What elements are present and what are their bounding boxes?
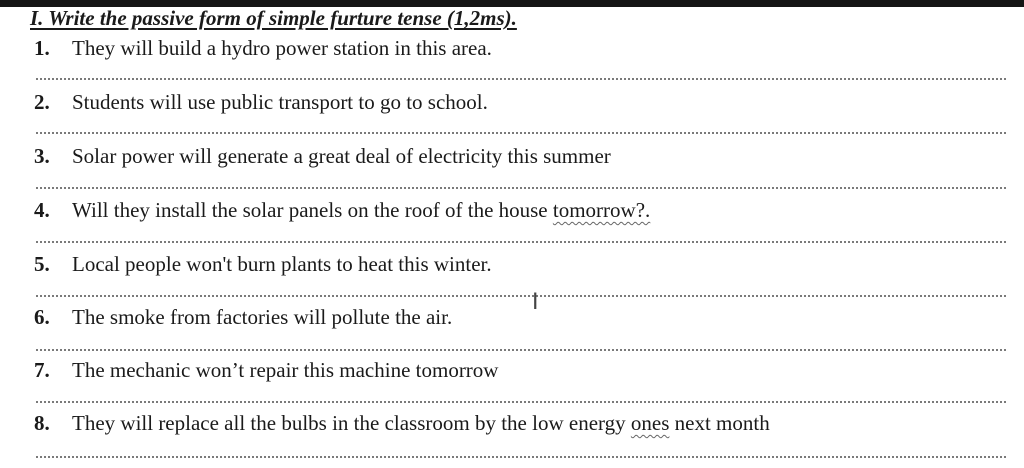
answer-line-7[interactable] [36,401,1006,403]
text-cursor-icon: I [532,290,539,315]
question-number: 1. [34,36,50,60]
question-2 [34,90,488,115]
question-text: Solar power will generate a great deal of electricity this summer [72,144,611,168]
question-number: 8. [34,411,50,435]
question-text-flagged: tomorrow?. [552,198,651,222]
question-number: 6. [34,305,50,329]
answer-line-8[interactable] [36,456,1006,458]
question-number: 4. [34,198,50,222]
answer-line-2[interactable] [36,132,1006,134]
question-7 [34,358,498,383]
question-3 [34,144,611,169]
question-6 [34,305,452,330]
exercise-title: I. Write the passive form of simple furture tense (1,2ms). [30,6,517,30]
answer-line-4[interactable] [36,241,1006,243]
question-text: Students will use public transport to go to school. [72,90,488,114]
question-text: They will replace all the bulbs in the classroom by the low energy [72,411,631,435]
answer-line-6[interactable] [36,349,1006,351]
question-number: 3. [34,144,50,168]
question-4 [34,198,650,223]
question-text: next month [669,411,770,435]
question-text: Local people won't burn plants to heat this winter. [72,252,492,276]
question-number: 5. [34,252,50,276]
question-5 [34,252,492,277]
question-number: 2. [34,90,50,114]
answer-line-5[interactable] [36,295,1006,297]
question-text: The mechanic won’t repair this machine tomorrow [72,358,499,382]
answer-line-1[interactable] [36,78,1006,80]
question-text: The smoke from factories will pollute the air. [72,305,453,329]
question-1 [34,36,492,61]
question-text-flagged: ones [630,411,670,435]
question-text: They will build a hydro power station in this area. [72,36,492,60]
question-8 [34,411,770,436]
answer-line-3[interactable] [36,187,1006,189]
question-number: 7. [34,358,50,382]
question-text: Will they install the solar panels on the roof of the house [72,198,553,222]
